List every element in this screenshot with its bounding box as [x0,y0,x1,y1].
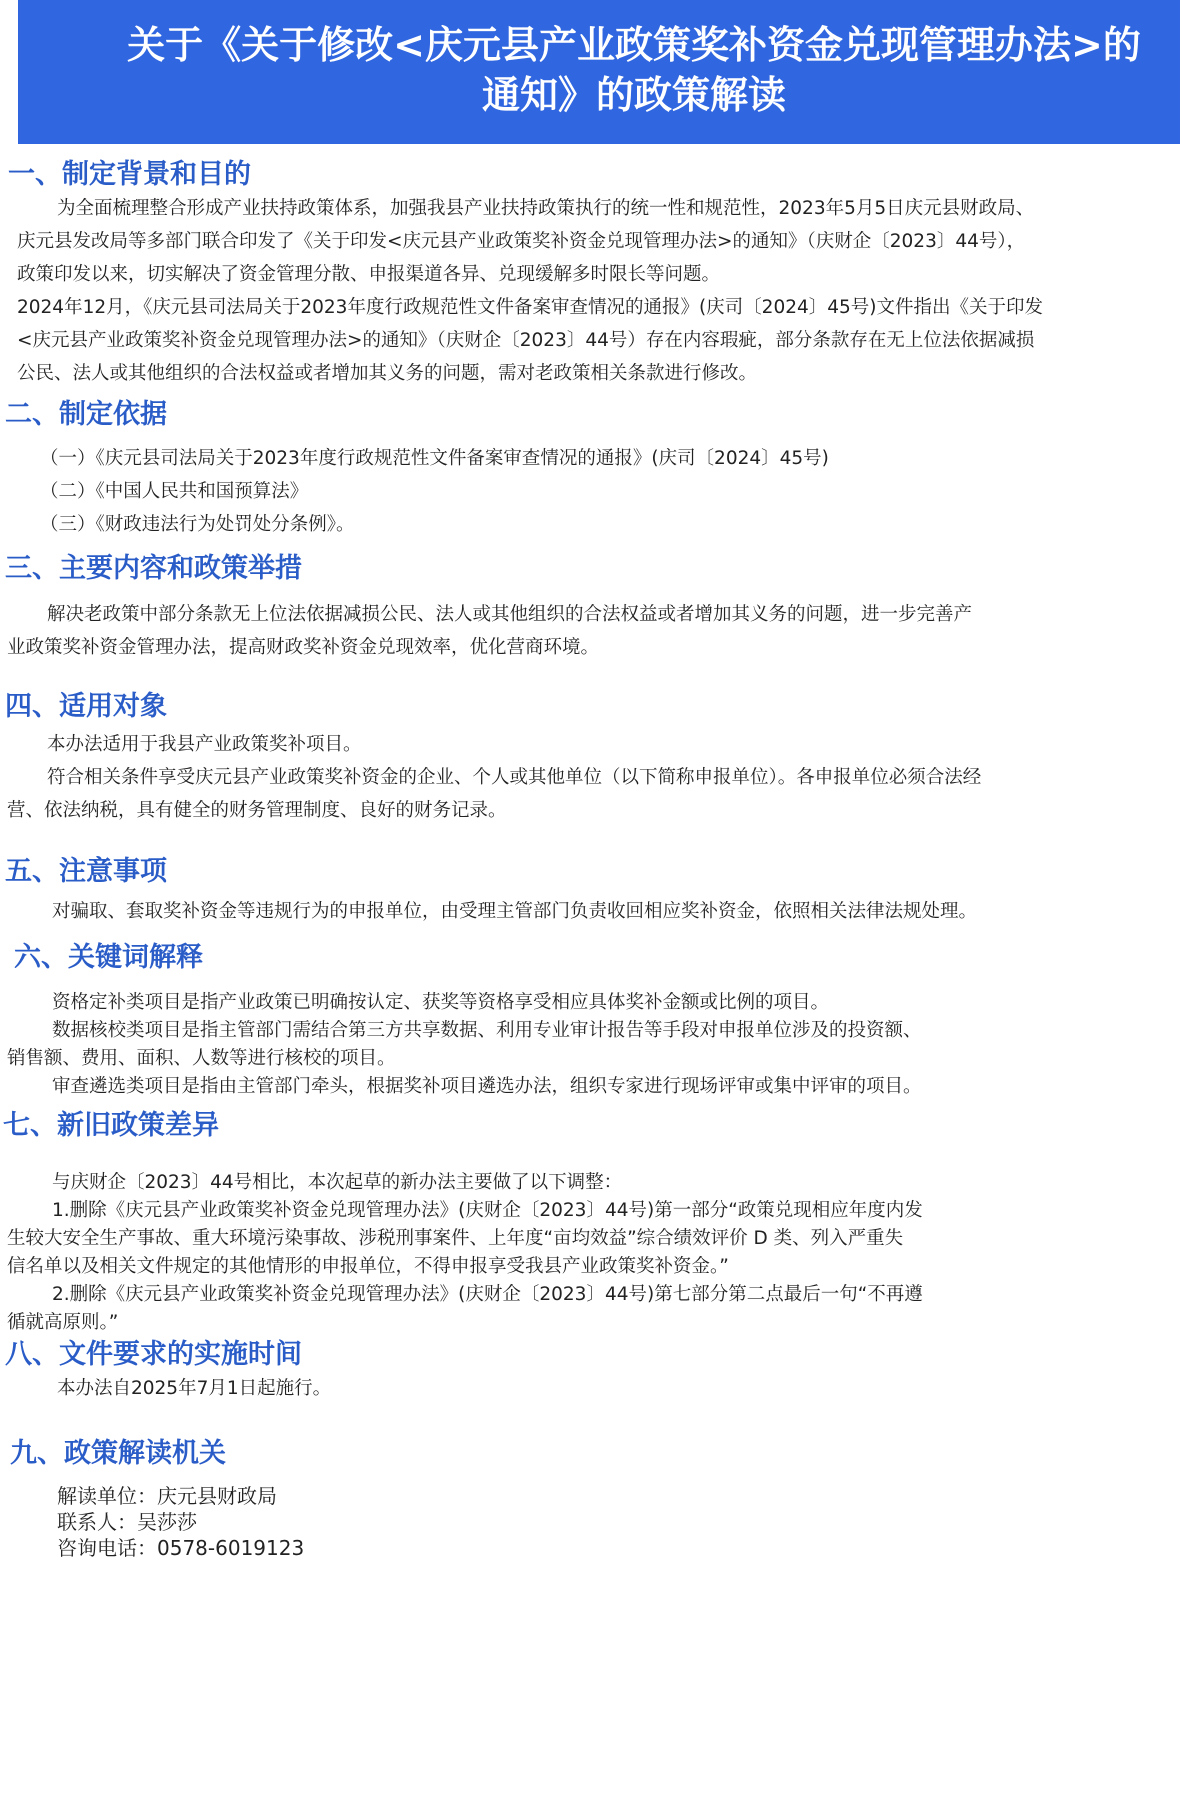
paragraph: 数据核校类项目是指主管部门需结合第三方共享数据、利用专业审计报告等手段对申报单位涉及的投资额、 [52,1020,922,1041]
section-notes [0,855,1199,928]
section-applicable-objects [0,690,1199,827]
paragraph: 庆元县发改局等多部门联合印发了《关于印发<庆元县产业政策奖补资金兑现管理办法>的通知》（庆财企〔2023〕44号）， [17,231,1026,252]
paragraph: 符合相关条件享受庆元县产业政策奖补资金的企业、个人或其他单位（以下简称申报单位）。各申报单位必须合法经 [47,767,982,788]
paragraph: 生较大安全生产事故、重大环境污染事故、涉税刑事案件、上年度“亩均效益”综合绩效评价 D 类、列入严重失 [7,1228,904,1249]
list-item: （三）《财政违法行为处罚处分条例》。 [40,514,355,535]
section-heading: 一、制定背景和目的 [8,159,251,190]
paragraph: 信名单以及相关文件规定的其他情形的申报单位，不得申报享受我县产业政策奖补资金。” [7,1256,729,1277]
section-heading: 五、注意事项 [5,856,167,887]
paragraph: 解决老政策中部分条款无上位法依据减损公民、法人或其他组织的合法权益或者增加其义务的问题，进一步完善产 [47,604,973,625]
paragraph: 业政策奖补资金管理办法，提高财政奖补资金兑现效率，优化营商环境。 [7,637,600,658]
section-heading: 八、文件要求的实施时间 [5,1339,302,1370]
paragraph: 对骗取、套取奖补资金等违规行为的申报单位，由受理主管部门负责收回相应奖补资金，依照相关法律法规处理。 [52,901,978,922]
paragraph: 政策印发以来，切实解决了资金管理分散、申报渠道各异、兑现缓解多时限长等问题。 [17,264,721,285]
paragraph: 循就高原则。” [7,1312,119,1333]
contact-unit: 解读单位：庆元县财政局 [57,1484,277,1508]
paragraph: 营、依法纳税，具有健全的财务管理制度、良好的财务记录。 [7,800,507,821]
section-effective-date [0,1338,1199,1405]
section-background-purpose [0,158,1199,390]
paragraph: 本办法适用于我县产业政策奖补项目。 [47,734,362,755]
section-heading: 九、政策解读机关 [10,1438,226,1469]
paragraph: 审查遴选类项目是指由主管部门牵头，根据奖补项目遴选办法，组织专家进行现场评审或集中评审的项目。 [52,1076,922,1097]
section-main-content [0,552,1199,664]
paragraph: 公民、法人或其他组织的合法权益或者增加其义务的问题，需对老政策相关条款进行修改。 [17,363,758,384]
page-title-line-2: 通知》的政策解读 [481,73,786,117]
section-basis [0,398,1199,541]
section-heading: 三、主要内容和政策举措 [5,553,302,584]
list-item: （二）《中国人民共和国预算法》 [40,481,309,502]
paragraph: 2024年12月，《庆元县司法局关于2023年度行政规范性文件备案审查情况的通报》(庆司〔2024〕45号)文件指出《关于印发 [17,297,1044,318]
paragraph: 为全面梳理整合形成产业扶持政策体系，加强我县产业扶持政策执行的统一性和规范性，2023年5月5日庆元县财政局、 [57,198,1035,219]
paragraph: <庆元县产业政策奖补资金兑现管理办法>的通知》（庆财企〔2023〕44号）存在内容瑕疵，部分条款存在无上位法依据减损 [17,330,1035,351]
paragraph: 2.删除《庆元县产业政策奖补资金兑现管理办法》(庆财企〔2023〕44号)第七部分第二点最后一句“不再遵 [52,1284,923,1305]
paragraph: 销售额、费用、面积、人数等进行核校的项目。 [7,1048,396,1069]
contact-person: 联系人：吴莎莎 [57,1510,197,1534]
section-heading: 二、制定依据 [5,399,167,430]
title-banner [18,0,1180,144]
section-heading: 六、关键词解释 [14,942,203,973]
paragraph: 资格定补类项目是指产业政策已明确按认定、获奖等资格享受相应具体奖补金额或比例的项目。 [52,992,830,1013]
list-item: （一）《庆元县司法局关于2023年度行政规范性文件备案审查情况的通报》(庆司〔2024〕45号) [40,448,829,469]
section-heading: 七、新旧政策差异 [3,1110,219,1141]
section-heading: 四、适用对象 [5,691,167,722]
page-title-line-1: 关于《关于修改<庆元县产业政策奖补资金兑现管理办法>的 [127,23,1141,67]
contact-phone: 咨询电话：0578-6019123 [57,1536,305,1560]
paragraph: 1.删除《庆元县产业政策奖补资金兑现管理办法》(庆财企〔2023〕44号)第一部分“政策兑现相应年度内发 [52,1200,923,1221]
paragraph: 本办法自2025年7月1日起施行。 [57,1378,332,1399]
section-interpreting-authority [0,1437,1199,1561]
section-keywords [0,941,1199,1101]
section-policy-differences [0,1109,1199,1337]
paragraph: 与庆财企〔2023〕44号相比，本次起草的新办法主要做了以下调整： [52,1172,623,1193]
